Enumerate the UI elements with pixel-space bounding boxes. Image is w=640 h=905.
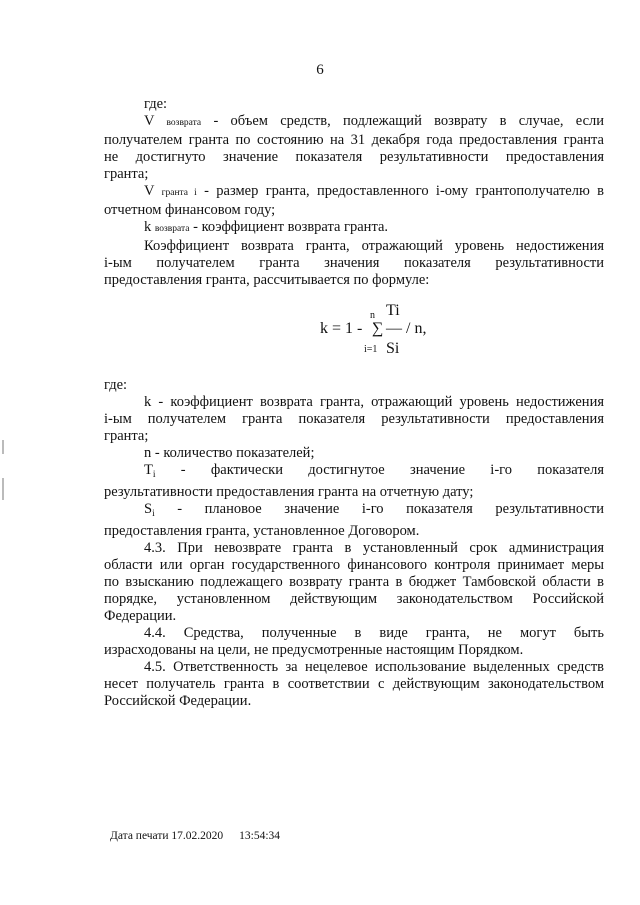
- formula-lower-index: i=1: [364, 344, 378, 355]
- text-line: i-ым получателем гранта показателя результативности предоставления: [104, 411, 604, 427]
- ti-definition: $T_i$ - фактически достигнутое значение i-го показателя: [144, 462, 605, 480]
- formula-fraction: — / n,: [386, 320, 427, 337]
- clause-4-3: 4.3. При невозврате гранта в установленный срок администрация: [144, 540, 604, 556]
- text-line: по взысканию подлежащего возврату гранта в бюджет Тамбовской области в: [104, 574, 604, 590]
- document-body: [104, 96, 604, 289]
- n-definition: n - количество показателей;: [144, 445, 315, 461]
- text-line: не достигнуто значение показателя результативности предоставления: [104, 149, 604, 165]
- where-label: где:: [144, 96, 168, 112]
- text-line: получателем гранта по состоянию на 31 декабря года предоставления гранта: [104, 132, 604, 148]
- text-line: гранта;: [104, 428, 149, 444]
- formula-upper-n: n: [370, 310, 375, 321]
- text-line: области или орган государственного финансового контроля принимает меры: [104, 557, 604, 573]
- formula-sigma: ∑: [372, 320, 384, 337]
- text-line: израсходованы на цели, не предусмотренные настоящим Порядком.: [104, 642, 524, 658]
- page-number: 6: [316, 62, 324, 78]
- definitions-and-clauses: [104, 377, 604, 710]
- where-label: где:: [104, 377, 128, 393]
- v-grant-definition: V гранта i - размер гранта, предоставленного i-ому грантополучателю в: [144, 183, 605, 199]
- text-line: предоставления гранта, установленное Договором.: [104, 523, 420, 539]
- text-line: предоставления гранта, рассчитывается по формуле:: [104, 272, 430, 288]
- scan-edge-mark: [2, 440, 4, 454]
- text-line: несет получатель гранта в соответствии с действующим законодательством: [104, 676, 604, 692]
- v-return-definition: V возврата - объем средств, подлежащий возврату в случае, если: [144, 113, 605, 129]
- print-date: Дата печати 17.02.2020: [110, 830, 224, 842]
- text-line: отчетном финансовом году;: [104, 202, 276, 218]
- formula: [320, 302, 480, 362]
- formula-denominator: Si: [386, 340, 400, 357]
- scan-edge-mark: [2, 478, 4, 500]
- print-time: 13:54:34: [239, 830, 281, 842]
- si-definition: $S_i$ - плановое значение i-го показателя результативности: [144, 501, 605, 519]
- k-return-definition: k возврата - коэффициент возврата гранта.: [144, 219, 389, 235]
- text-line: Российской Федерации.: [104, 693, 252, 709]
- k-definition: k - коэффициент возврата гранта, отражающий уровень недостижения: [144, 394, 604, 410]
- text-line: результативности предоставления гранта на отчетную дату;: [104, 484, 474, 500]
- formula-lhs: k = 1 -: [320, 320, 363, 337]
- clause-4-4: 4.4. Средства, полученные в виде гранта, не могут быть: [144, 625, 604, 641]
- text-line: гранта;: [104, 166, 149, 182]
- text-line: порядке, установленном действующим законодательством Российской: [104, 591, 604, 607]
- clause-4-5: 4.5. Ответственность за нецелевое использование выделенных средств: [144, 659, 604, 675]
- text-line: Федерации.: [104, 608, 177, 624]
- print-footer: [110, 830, 280, 842]
- text-line: i-ым получателем гранта значения показателя результативности: [104, 255, 604, 271]
- formula-numerator: Ti: [386, 302, 400, 319]
- text-line: Коэффициент возврата гранта, отражающий уровень недостижения: [144, 238, 604, 254]
